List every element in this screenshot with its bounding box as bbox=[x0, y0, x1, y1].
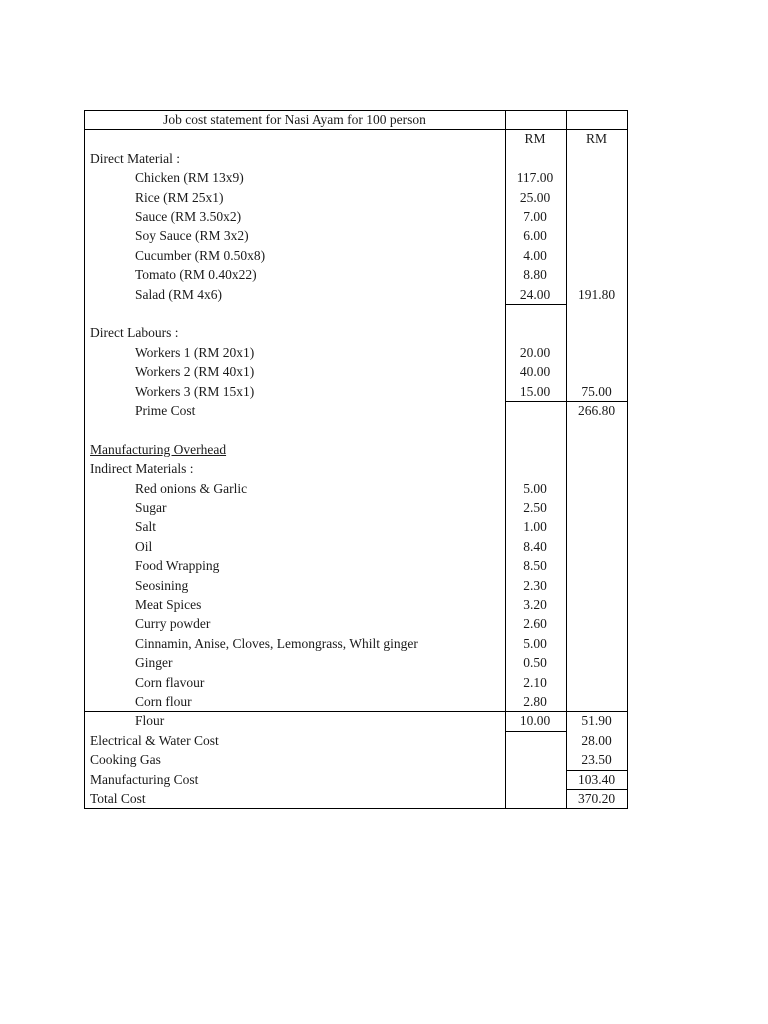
material-item-label: Soy Sauce (RM 3x2) bbox=[135, 228, 249, 244]
summary-total: 23.50 bbox=[581, 752, 612, 768]
overhead-item-label: Meat Spices bbox=[135, 597, 202, 612]
labour-item-label: Workers 2 (RM 40x1) bbox=[135, 364, 255, 380]
material-item-amount: 25.00 bbox=[519, 189, 551, 205]
flour-row-rule bbox=[505, 731, 566, 732]
overhead-item-label: Corn flour bbox=[135, 694, 192, 709]
currency-header-rm-2: RM bbox=[585, 131, 607, 147]
statement-title: Job cost statement for Nasi Ayam for 100 person bbox=[163, 112, 426, 127]
job-cost-statement-table bbox=[84, 110, 628, 808]
material-item-label: Cucumber (RM 0.50x8) bbox=[135, 247, 266, 263]
material-item-amount: 24.00 bbox=[519, 286, 551, 302]
labour-item-amount: 15.00 bbox=[519, 383, 551, 399]
overhead-item-amount: 0.50 bbox=[523, 655, 547, 671]
table-bottom-border bbox=[84, 808, 628, 809]
indirect-materials-heading: Indirect Materials : bbox=[90, 461, 194, 477]
summary-label: Manufacturing Cost bbox=[90, 771, 199, 787]
overhead-item-amount: 2.50 bbox=[523, 500, 547, 515]
material-item-amount: 6.00 bbox=[523, 228, 547, 244]
overhead-item-amount: 5.00 bbox=[523, 480, 547, 496]
summary-label: Electrical & Water Cost bbox=[90, 732, 219, 748]
overhead-item-amount: 2.10 bbox=[523, 674, 547, 690]
material-item-amount: 7.00 bbox=[523, 209, 547, 224]
overhead-item-amount: 3.20 bbox=[523, 597, 547, 612]
material-item-label: Salad (RM 4x6) bbox=[135, 286, 222, 302]
labour-item-amount: 20.00 bbox=[519, 344, 551, 360]
labour-item-label: Workers 3 (RM 15x1) bbox=[135, 383, 255, 399]
direct-labours-total: 75.00 bbox=[581, 383, 612, 399]
overhead-item-amount: 5.00 bbox=[523, 635, 547, 651]
summary-total: 370.20 bbox=[577, 791, 616, 806]
material-subtotal-rule bbox=[505, 304, 566, 305]
overhead-item-amount: 2.30 bbox=[523, 577, 547, 593]
overhead-item-label: Food Wrapping bbox=[135, 558, 220, 574]
summary-total: 28.00 bbox=[581, 732, 612, 748]
material-item-label: Chicken (RM 13x9) bbox=[135, 170, 244, 186]
overhead-item-label: Sugar bbox=[135, 500, 167, 515]
direct-labours-heading: Direct Labours : bbox=[90, 325, 179, 341]
labour-item-amount: 40.00 bbox=[519, 364, 551, 380]
overhead-item-label: Ginger bbox=[135, 655, 173, 671]
material-item-amount: 4.00 bbox=[523, 247, 547, 263]
direct-material-total: 191.80 bbox=[577, 286, 616, 302]
manufacturing-overhead-heading: Manufacturing Overhead bbox=[90, 441, 227, 457]
overhead-item-amount: 2.80 bbox=[523, 694, 547, 709]
overhead-item-amount: 8.50 bbox=[523, 558, 547, 574]
overhead-item-amount: 2.60 bbox=[523, 616, 547, 632]
column-divider-2 bbox=[566, 110, 567, 809]
prime-cost-total: 266.80 bbox=[577, 403, 616, 418]
labour-item-label: Workers 1 (RM 20x1) bbox=[135, 344, 255, 360]
indirect-materials-total: 51.90 bbox=[581, 713, 612, 729]
table-left-border bbox=[84, 110, 85, 809]
summary-label: Cooking Gas bbox=[90, 752, 161, 768]
overhead-item-label: Seosining bbox=[135, 577, 189, 593]
currency-header-rm-1: RM bbox=[524, 131, 546, 147]
prime-cost-label: Prime Cost bbox=[135, 403, 196, 418]
overhead-item-label: Curry powder bbox=[135, 616, 211, 632]
summary-total: 103.40 bbox=[577, 771, 616, 787]
table-right-border bbox=[627, 110, 628, 809]
overhead-item-label: Flour bbox=[135, 713, 165, 729]
material-item-label: Tomato (RM 0.40x22) bbox=[135, 267, 257, 283]
labour-subtotal-rule bbox=[505, 401, 566, 402]
summary-label: Total Cost bbox=[90, 791, 146, 806]
overhead-item-label: Red onions & Garlic bbox=[135, 480, 248, 496]
direct-material-heading: Direct Material : bbox=[90, 150, 180, 166]
material-item-label: Sauce (RM 3.50x2) bbox=[135, 209, 242, 224]
overhead-item-label: Oil bbox=[135, 538, 153, 554]
material-item-label: Rice (RM 25x1) bbox=[135, 189, 224, 205]
overhead-item-amount: 10.00 bbox=[519, 713, 551, 729]
overhead-item-label: Corn flavour bbox=[135, 674, 205, 690]
overhead-item-amount: 8.40 bbox=[523, 538, 547, 554]
overhead-item-label: Cinnamin, Anise, Cloves, Lemongrass, Whilt ginger bbox=[135, 635, 418, 651]
material-item-amount: 8.80 bbox=[523, 267, 547, 283]
overhead-item-amount: 1.00 bbox=[523, 519, 547, 535]
material-item-amount: 117.00 bbox=[516, 170, 554, 186]
overhead-item-label: Salt bbox=[135, 519, 157, 535]
